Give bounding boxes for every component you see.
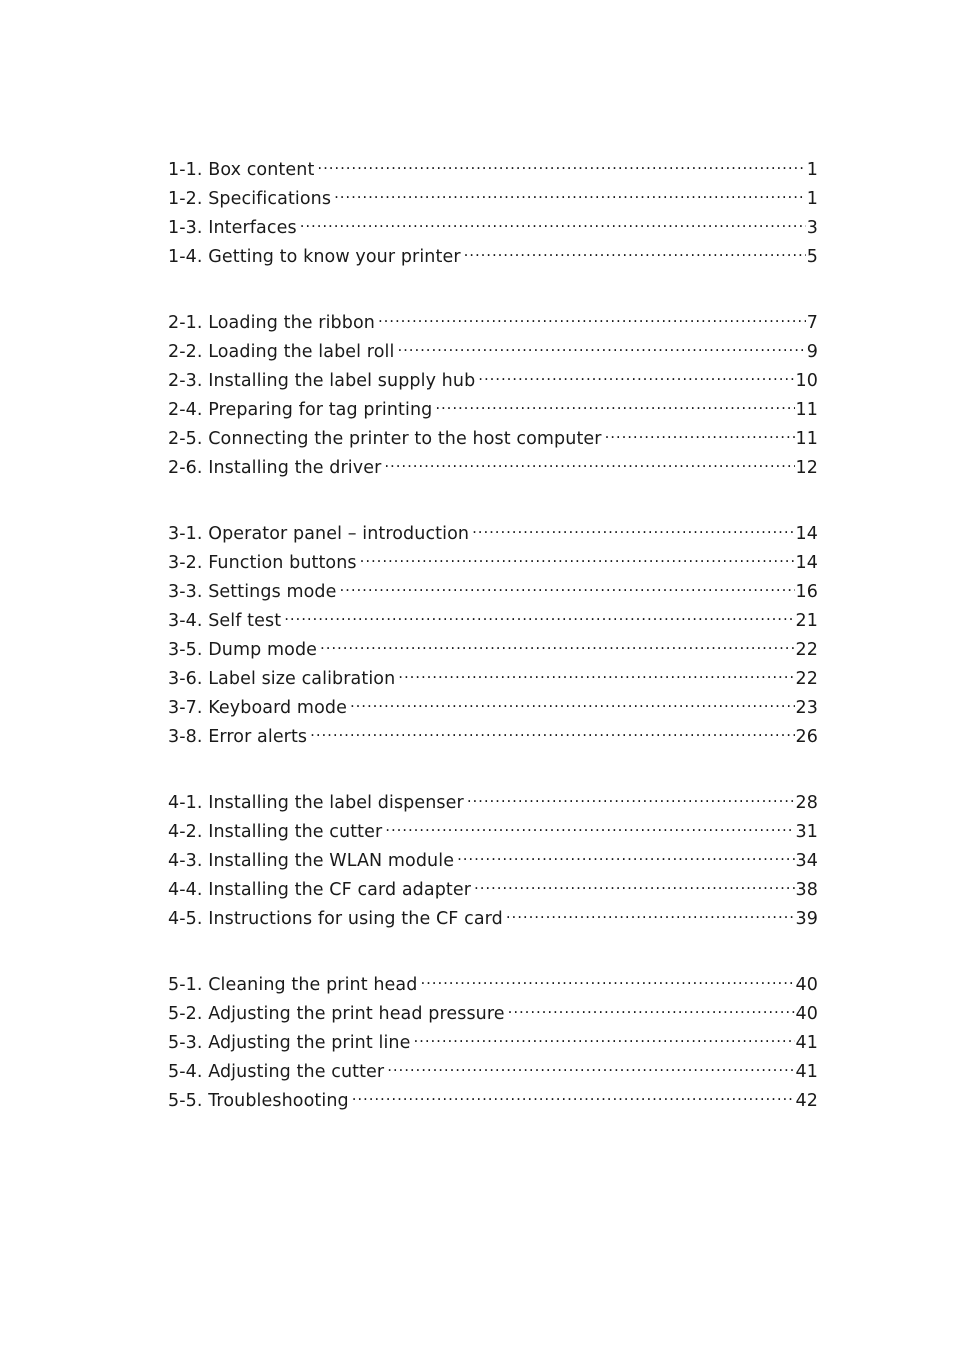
toc-entry-title: 5-2. Adjusting the print head pressure (168, 1004, 505, 1024)
toc-group-3 (168, 510, 818, 747)
toc-entry-title: 1-1. Box content (168, 160, 315, 180)
toc-dot-leader (310, 713, 794, 742)
toc-dot-leader (339, 568, 794, 597)
toc-group-5 (168, 961, 818, 1111)
toc-group-2 (168, 299, 818, 478)
toc-entry[interactable] (168, 299, 818, 333)
toc-dot-leader (398, 655, 794, 684)
toc-dot-leader (320, 626, 795, 655)
toc-entry-page: 40 (795, 1004, 818, 1024)
toc-entry-page: 11 (795, 429, 818, 449)
toc-entry-page: 42 (795, 1091, 818, 1111)
toc-entry-title: 5-5. Troubleshooting (168, 1091, 349, 1111)
toc-entry-page: 40 (795, 975, 818, 995)
toc-entry-page: 26 (795, 727, 818, 747)
toc-entry-title: 5-1. Cleaning the print head (168, 975, 418, 995)
toc-dot-leader (508, 990, 795, 1019)
toc-entry-title: 3-2. Function buttons (168, 553, 357, 573)
toc-dot-leader (284, 597, 794, 626)
toc-dot-leader (472, 510, 794, 539)
toc-entry-page: 39 (795, 909, 818, 929)
toc-dot-leader (397, 328, 805, 357)
toc-entry-title: 2-4. Preparing for tag printing (168, 400, 433, 420)
toc-dot-leader (457, 837, 794, 866)
toc-entry-page: 16 (795, 582, 818, 602)
toc-dot-leader (387, 1048, 794, 1077)
toc-entry-title: 3-4. Self test (168, 611, 282, 631)
toc-entry-title: 2-1. Loading the ribbon (168, 313, 375, 333)
toc-entry-page: 38 (795, 880, 818, 900)
toc-entry-page: 41 (795, 1033, 818, 1053)
toc-dot-leader (378, 299, 806, 328)
toc-entry-page: 9 (806, 342, 818, 362)
toc-dot-leader (467, 779, 795, 808)
toc-dot-leader (384, 444, 794, 473)
toc-dot-leader (435, 386, 794, 415)
toc-dot-leader (506, 895, 795, 924)
toc-dot-leader (464, 233, 806, 262)
toc-entry-page: 11 (795, 400, 818, 420)
toc-entry-page: 34 (795, 851, 818, 871)
toc-entry[interactable] (168, 146, 818, 180)
toc-entry-title: 1-2. Specifications (168, 189, 332, 209)
toc-entry-title: 5-4. Adjusting the cutter (168, 1062, 385, 1082)
toc-entry-title: 1-4. Getting to know your printer (168, 247, 461, 267)
toc-entry-page: 1 (806, 189, 818, 209)
toc-dot-leader (350, 684, 795, 713)
toc-entry-page: 14 (795, 553, 818, 573)
toc-entry-page: 1 (806, 160, 818, 180)
toc-entry-page: 3 (806, 218, 818, 238)
toc-entry-page: 28 (795, 793, 818, 813)
toc-entry-page: 21 (795, 611, 818, 631)
toc-group-1 (168, 146, 818, 267)
toc-entry[interactable] (168, 779, 818, 813)
toc-dot-leader (385, 808, 794, 837)
table-of-contents (168, 146, 818, 1111)
toc-dot-leader (352, 1077, 795, 1106)
toc-entry-title: 4-4. Installing the CF card adapter (168, 880, 472, 900)
toc-entry-title: 2-3. Installing the label supply hub (168, 371, 476, 391)
toc-group-4 (168, 779, 818, 929)
toc-entry-page: 23 (795, 698, 818, 718)
toc-dot-leader (413, 1019, 794, 1048)
toc-entry-title: 4-2. Installing the cutter (168, 822, 383, 842)
toc-dot-leader (300, 204, 806, 233)
toc-entry-page: 12 (795, 458, 818, 478)
toc-entry-page: 10 (795, 371, 818, 391)
toc-entry-title: 3-8. Error alerts (168, 727, 308, 747)
toc-entry[interactable] (168, 961, 818, 995)
toc-entry-page: 14 (795, 524, 818, 544)
toc-entry-title: 3-5. Dump mode (168, 640, 318, 660)
toc-dot-leader (605, 415, 795, 444)
toc-entry-title: 4-1. Installing the label dispenser (168, 793, 464, 813)
toc-entry-title: 3-1. Operator panel – introduction (168, 524, 470, 544)
toc-entry-page: 41 (795, 1062, 818, 1082)
toc-entry-title: 4-5. Instructions for using the CF card (168, 909, 503, 929)
toc-entry-page: 5 (806, 247, 818, 267)
toc-entry-page: 31 (795, 822, 818, 842)
toc-entry-title: 3-6. Label size calibration (168, 669, 396, 689)
toc-entry-page: 22 (795, 669, 818, 689)
toc-entry-page: 7 (806, 313, 818, 333)
toc-dot-leader (420, 961, 794, 990)
toc-entry-page: 22 (795, 640, 818, 660)
toc-dot-leader (360, 539, 795, 568)
toc-entry-title: 2-5. Connecting the printer to the host computer (168, 429, 602, 449)
toc-entry[interactable] (168, 510, 818, 544)
toc-dot-leader (334, 175, 806, 204)
toc-entry-title: 5-3. Adjusting the print line (168, 1033, 411, 1053)
toc-dot-leader (474, 866, 794, 895)
toc-entry-title: 2-2. Loading the label roll (168, 342, 395, 362)
toc-entry-title: 1-3. Interfaces (168, 218, 297, 238)
toc-dot-leader (317, 146, 805, 175)
toc-entry-title: 4-3. Installing the WLAN module (168, 851, 455, 871)
toc-entry-title: 2-6. Installing the driver (168, 458, 382, 478)
toc-entry-title: 3-3. Settings mode (168, 582, 337, 602)
toc-dot-leader (478, 357, 794, 386)
toc-entry-title: 3-7. Keyboard mode (168, 698, 347, 718)
